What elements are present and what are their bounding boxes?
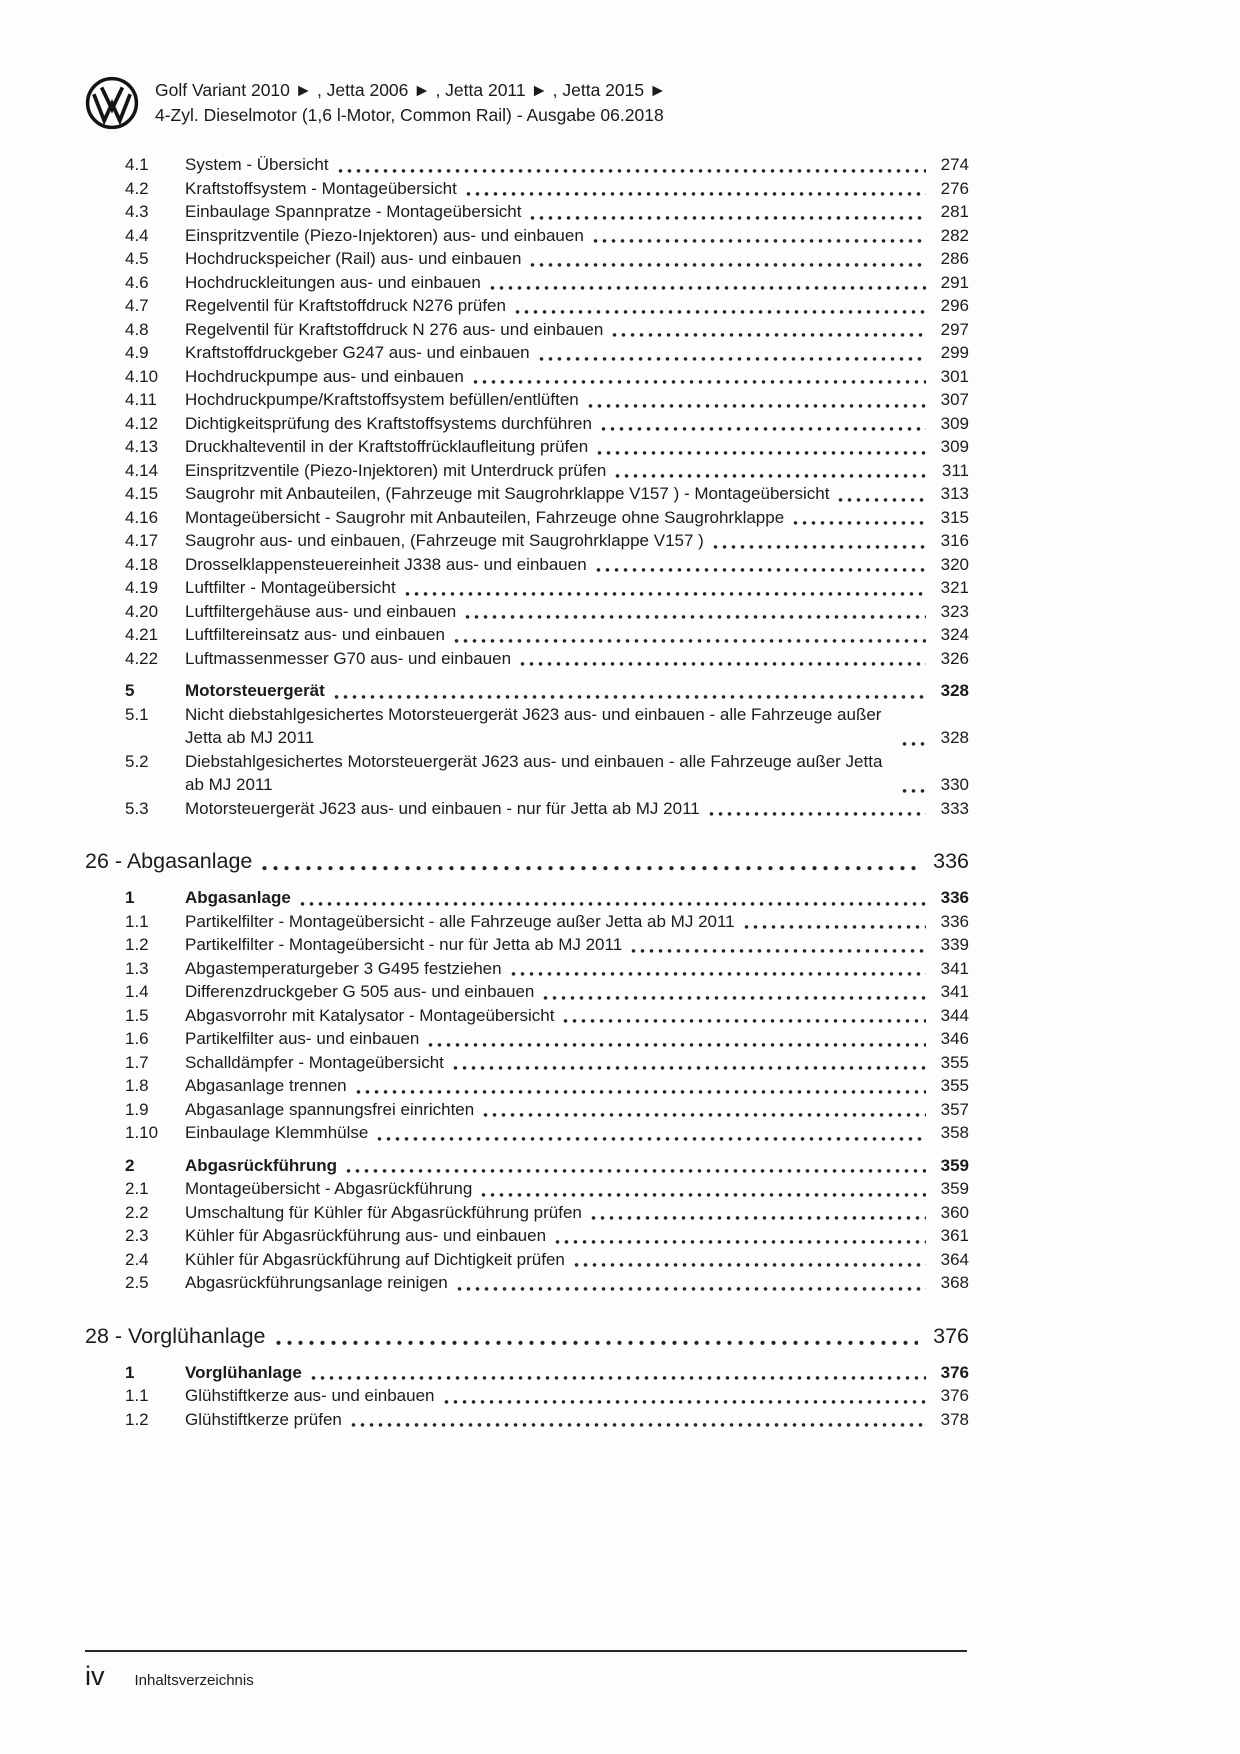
toc-entry-row[interactable] [85,1027,969,1051]
toc-entry-title[interactable]: Partikelfilter - Montageübersicht - nur für Jetta ab MJ 2011 [185,935,623,954]
toc-entry-body [185,797,969,821]
toc-entry-page: 368 [940,1273,969,1292]
toc-entry-row[interactable] [85,341,969,365]
toc-entry-number: 1 [125,1362,135,1382]
toc-chapter-row[interactable] [85,1322,969,1351]
toc-entry-page: 328 [940,728,969,747]
vw-logo-icon [85,76,139,130]
toc-entry-row[interactable] [85,1271,969,1295]
toc-entry-body [185,1098,969,1122]
toc-section-row[interactable] [85,1154,969,1178]
toc-entry-row[interactable] [85,750,969,797]
toc-entry-title[interactable]: Kraftstoffsystem - Montageübersicht [185,178,457,198]
dot-leader [336,159,926,176]
toc-entry-number: 4.2 [125,178,149,198]
toc-entry-number: 4.22 [125,648,159,668]
toc-entry-title[interactable]: Saugrohr aus- und einbauen, (Fahrzeuge mit Saugrohrklappe V157 ) [185,531,704,550]
toc-entry-title[interactable]: Abgastemperaturgeber 3 G495 festziehen [185,958,502,978]
dot-leader [332,685,926,702]
toc-entry-number: 4.8 [125,319,149,339]
toc-entry-body [185,1248,969,1272]
toc-entry-body [185,365,969,389]
toc-entry-page: 323 [940,601,969,621]
toc-entry-body [185,1121,969,1145]
toc-entry-title[interactable]: Montageübersicht - Saugrohr mit Anbauteilen, Fahrzeuge ohne Saugrohrklappe [185,507,785,527]
toc-entry-row[interactable] [85,435,969,459]
toc-entry-body [85,847,969,876]
toc-entry-body [185,271,969,295]
dot-leader [455,1277,926,1294]
dot-leader [900,779,926,796]
dot-leader [471,370,926,387]
toc-section-row[interactable] [85,679,969,703]
dot-leader [426,1033,926,1050]
toc-entry-body [185,388,969,412]
toc-entry-body [185,1074,969,1098]
toc-entry-page: 274 [940,155,969,174]
toc-entry-number: 1.1 [125,911,149,931]
dot-leader [509,962,926,979]
dot-leader [488,276,926,293]
dot-leader [403,582,926,599]
toc-entry-number: 5.3 [125,798,149,818]
toc-entry-number: 4.18 [125,554,159,574]
toc-entry-title[interactable]: Drosselklappensteuereinheit J338 aus- und einbauen [185,554,587,574]
toc-entry-page: 360 [940,1202,969,1222]
toc-entry-title[interactable]: Hochdruckspeicher (Rail) aus- und einbauen [185,249,522,268]
toc-entry-row[interactable] [85,553,969,577]
dot-leader [610,323,926,340]
toc-entry-page: 328 [940,681,969,700]
toc-entry-row[interactable] [85,365,969,389]
toc-entry-number: 4.21 [125,625,159,644]
toc-entry-number: 5.1 [125,704,149,724]
table-of-contents [85,153,969,1431]
toc-entry-row[interactable] [85,910,969,934]
toc-entry-body [185,1271,969,1295]
toc-entry-page: 326 [940,648,969,668]
toc-entry-number: 4.3 [125,202,149,221]
dot-leader [452,629,926,646]
dot-leader [513,300,926,317]
toc-entry-page: 321 [940,578,969,597]
toc-entry-row[interactable] [85,1098,969,1122]
toc-entry-page: 358 [940,1123,969,1142]
toc-entry-body [185,200,969,224]
toc-entry-body [185,294,969,318]
toc-entry-body [185,886,969,910]
toc-entry-title[interactable]: Einbaulage Spannpratze - Montageübersicht [185,202,522,221]
dot-leader [464,182,926,199]
toc-entry-body [185,1027,969,1051]
dot-leader [344,1159,926,1176]
dot-leader [537,347,926,364]
toc-entry-body [185,1408,969,1432]
dot-leader [595,441,926,458]
toc-entry-title[interactable]: Abgasvorrohr mit Katalysator - Montageübersicht [185,1005,555,1025]
toc-entry-page: 309 [940,437,969,456]
toc-entry-number: 1.2 [125,1409,149,1429]
toc-entry-row[interactable] [85,412,969,436]
toc-entry-row[interactable] [85,1051,969,1075]
toc-entry-number: 4.12 [125,413,159,433]
toc-entry-title[interactable]: Abgasanlage [185,888,291,907]
toc-entry-page: 307 [940,390,969,409]
toc-entry-page: 341 [940,982,969,1001]
toc-entry-number: 4.7 [125,296,149,315]
toc-entry-page: 281 [940,202,969,221]
toc-entry-title[interactable]: Regelventil für Kraftstoffdruck N 276 aus- und einbauen [185,319,604,339]
toc-entry-title[interactable]: Partikelfilter - Montageübersicht - alle Fahrzeuge außer Jetta ab MJ 2011 [185,911,735,931]
toc-entry-title[interactable]: 28 - Vorglühanlage [85,1323,266,1348]
toc-entry-page: 355 [940,1052,969,1072]
toc-entry-number: 1 [125,888,135,907]
dot-leader [589,1206,926,1223]
toc-entry-body [185,412,969,436]
toc-entry-title[interactable]: Einspritzventile (Piezo-Injektoren) mit Unterdruck prüfen [185,460,607,480]
dot-leader [613,464,926,481]
toc-entry-row[interactable] [85,1201,969,1225]
toc-entry-row[interactable] [85,600,969,624]
toc-entry-number: 1.5 [125,1005,149,1025]
toc-entry-number: 1.9 [125,1099,149,1119]
toc-entry-title[interactable]: Saugrohr mit Anbauteilen, (Fahrzeuge mit Saugrohrklappe V157 ) - Montageübersicht [185,484,830,503]
toc-entry-title[interactable]: Schalldämpfer - Montageübersicht [185,1052,444,1072]
toc-entry-row[interactable] [85,318,969,342]
toc-entry-row[interactable] [85,294,969,318]
toc-entry-row[interactable] [85,247,969,271]
dot-leader [479,1183,926,1200]
toc-entry-page: 357 [940,1099,969,1119]
toc-entry-body [185,1201,969,1225]
toc-entry-body [85,1322,969,1351]
dot-leader [553,1230,926,1247]
toc-entry-title[interactable]: Diebstahlgesichertes Motorsteuergerät J623 aus- und einbauen - alle Fahrzeuge außer Jetta ab MJ 2011 [185,751,883,794]
toc-entry-number: 2.4 [125,1249,149,1269]
toc-entry-number: 1.8 [125,1076,149,1095]
toc-entry-title[interactable]: Dichtigkeitsprüfung des Kraftstoffsystems durchführen [185,413,592,433]
toc-entry-row[interactable] [85,703,969,750]
dot-leader [591,229,926,246]
toc-entry-row[interactable] [85,1384,969,1408]
toc-entry-body [185,1154,969,1178]
header-model-line: Golf Variant 2010 ► , Jetta 2006 ► , Jetta 2011 ► , Jetta 2015 ► [155,80,667,100]
toc-entry-number: 4.16 [125,507,159,527]
toc-entry-body [185,600,969,624]
toc-entry-title[interactable]: Einbaulage Klemmhülse [185,1123,369,1142]
dot-leader [354,1080,926,1097]
dot-leader [561,1009,926,1026]
dot-leader [900,732,926,749]
toc-entry-row[interactable] [85,200,969,224]
toc-entry-body [185,1224,969,1248]
toc-entry-page: 359 [940,1179,969,1198]
toc-entry-body [185,529,969,553]
toc-entry-title[interactable]: Motorsteuergerät J623 aus- und einbauen - nur für Jetta ab MJ 2011 [185,798,700,818]
toc-entry-number: 4.20 [125,601,159,621]
dot-leader [836,488,926,505]
toc-entry-page: 282 [940,225,969,245]
toc-entry-row[interactable] [85,482,969,506]
toc-entry-page: 320 [940,554,969,574]
toc-entry-row[interactable] [85,623,969,647]
dot-leader [586,394,926,411]
toc-entry-page: 355 [940,1076,969,1095]
toc-entry-page: 336 [940,911,969,931]
toc-entry-number: 4.9 [125,343,149,362]
toc-entry-number: 2 [125,1155,135,1175]
toc-entry-row[interactable] [85,153,969,177]
dot-leader [298,892,926,909]
toc-entry-number: 5.2 [125,751,149,771]
toc-entry-body [185,1177,969,1201]
toc-entry-number: 2.2 [125,1202,149,1222]
toc-entry-page: 341 [940,958,969,978]
page-number-roman: iv [85,1661,105,1691]
toc-entry-body [185,1384,969,1408]
toc-entry-row[interactable] [85,1177,969,1201]
toc-entry-page: 361 [940,1226,969,1245]
toc-entry-page: 336 [933,849,969,873]
dot-leader [791,511,926,528]
toc-entry-row[interactable] [85,1408,969,1432]
toc-entry-page: 299 [940,343,969,362]
dot-leader [451,1056,926,1073]
toc-entry-title[interactable]: Differenzdruckgeber G 505 aus- und einbauen [185,982,535,1001]
toc-entry-page: 344 [940,1005,969,1025]
dot-leader [594,558,926,575]
toc-entry-number: 4.1 [125,155,149,174]
toc-entry-title[interactable]: Luftmassenmesser G70 aus- und einbauen [185,648,512,668]
toc-entry-title[interactable]: Kraftstoffdruckgeber G247 aus- und einbauen [185,343,530,362]
toc-entry-number: 1.2 [125,935,149,954]
toc-entry-page: 315 [940,507,969,527]
toc-entry-body [185,318,969,342]
dot-leader [349,1413,926,1430]
toc-entry-row[interactable] [85,388,969,412]
toc-entry-number: 4.11 [125,390,157,409]
dot-leader [742,915,926,932]
dot-leader [528,253,926,270]
toc-chapter-row[interactable] [85,847,969,876]
toc-section-row[interactable] [85,1361,969,1385]
toc-entry-row[interactable] [85,1224,969,1248]
toc-entry-body [185,703,969,750]
toc-entry-page: 376 [940,1362,969,1382]
toc-entry-page: 346 [940,1029,969,1048]
toc-entry-row[interactable] [85,506,969,530]
toc-entry-title[interactable]: Luftfiltergehäuse aus- und einbauen [185,601,457,621]
toc-entry-page: 333 [940,798,969,818]
toc-entry-page: 301 [940,366,969,386]
toc-entry-page: 276 [940,178,969,198]
toc-entry-row[interactable] [85,271,969,295]
toc-entry-number: 2.3 [125,1226,149,1245]
toc-entry-row[interactable] [85,647,969,671]
toc-entry-row[interactable] [85,933,969,957]
toc-entry-title[interactable]: Hochdruckpumpe aus- und einbauen [185,366,464,386]
toc-entry-page: 359 [940,1155,969,1175]
toc-entry-row[interactable] [85,224,969,248]
toc-entry-number: 4.4 [125,225,149,245]
toc-entry-page: 316 [940,531,969,550]
toc-entry-body [185,1004,969,1028]
toc-entry-body [185,623,969,647]
toc-entry-number: 4.14 [125,460,159,480]
toc-entry-body [185,910,969,934]
toc-entry-body [185,153,969,177]
toc-entry-number: 4.13 [125,437,159,456]
toc-entry-page: 309 [940,413,969,433]
toc-entry-page: 297 [940,319,969,339]
toc-entry-body [185,459,969,483]
toc-entry-title[interactable]: Partikelfilter aus- und einbauen [185,1029,420,1048]
dot-leader [463,605,926,622]
toc-entry-body [185,933,969,957]
toc-entry-row[interactable] [85,957,969,981]
toc-entry-body [185,482,969,506]
toc-entry-body [185,435,969,459]
toc-entry-page: 376 [940,1386,969,1405]
toc-entry-row[interactable] [85,529,969,553]
toc-entry-title[interactable]: Glühstiftkerze prüfen [185,1409,342,1429]
toc-entry-title[interactable]: Umschaltung für Kühler für Abgasrückführung prüfen [185,1202,582,1222]
header-edition-line: 4-Zyl. Dieselmotor (1,6 l-Motor, Common Rail) - Ausgabe 06.2018 [155,105,664,125]
toc-entry-body [185,1051,969,1075]
toc-entry-body [185,553,969,577]
toc-entry-title[interactable]: Abgasrückführung [185,1155,338,1175]
toc-entry-row[interactable] [85,1121,969,1145]
toc-entry-body [185,247,969,271]
dot-leader [442,1390,927,1407]
toc-entry-number: 4.6 [125,272,149,292]
toc-entry-title[interactable]: Glühstiftkerze aus- und einbauen [185,1386,435,1405]
toc-entry-title[interactable]: Druckhalteventil in der Kraftstoffrücklaufleitung prüfen [185,437,589,456]
document-header [85,76,970,130]
dot-leader [375,1127,926,1144]
toc-entry-body [185,576,969,600]
toc-entry-body [185,224,969,248]
dot-leader [273,1327,918,1349]
page-footer [85,1650,967,1691]
toc-entry-number: 4.19 [125,578,159,597]
toc-entry-row[interactable] [85,1248,969,1272]
dot-leader [629,939,926,956]
toc-section-row[interactable] [85,886,969,910]
toc-entry-page: 311 [941,460,969,480]
header-text-block [155,78,970,128]
toc-entry-page: 336 [940,888,969,907]
toc-entry-title[interactable]: Kühler für Abgasrückführung auf Dichtigkeit prüfen [185,1249,565,1269]
dot-leader [518,652,926,669]
toc-entry-row[interactable] [85,1004,969,1028]
toc-entry-title[interactable]: Nicht diebstahlgesichertes Motorsteuergerät J623 aus- und einbauen - alle Fahrzeuge außer Jetta ab MJ 2011 [185,704,882,747]
dot-leader [259,853,918,875]
dot-leader [572,1253,926,1270]
toc-entry-number: 1.7 [125,1052,149,1072]
toc-entry-page: 364 [940,1249,969,1269]
dot-leader [707,802,926,819]
dot-leader [309,1366,926,1383]
toc-entry-body [185,679,969,703]
toc-entry-page: 291 [940,272,969,292]
toc-entry-row[interactable] [85,980,969,1004]
toc-entry-page: 376 [933,1323,969,1348]
toc-entry-title[interactable]: Luftfilter - Montageübersicht [185,578,396,597]
dot-leader [528,206,926,223]
toc-entry-number: 1.10 [125,1123,159,1142]
footer-section-label: Inhaltsverzeichnis [134,1672,254,1689]
toc-entry-title[interactable]: Regelventil für Kraftstoffdruck N276 prüfen [185,296,506,315]
toc-entry-number: 5 [125,681,135,700]
toc-entry-row[interactable] [85,797,969,821]
toc-entry-body [185,1361,969,1385]
toc-entry-body [185,980,969,1004]
toc-entry-row[interactable] [85,1074,969,1098]
toc-entry-body [185,957,969,981]
toc-entry-title[interactable]: Abgasrückführungsanlage reinigen [185,1273,448,1292]
toc-entry-number: 1.4 [125,982,149,1001]
toc-entry-title[interactable]: Hochdruckpumpe/Kraftstoffsystem befüllen/entlüften [185,390,579,409]
toc-entry-title[interactable]: Hochdruckleitungen aus- und einbauen [185,272,481,292]
toc-entry-title[interactable]: Motorsteuergerät [185,681,325,700]
dot-leader [711,535,926,552]
toc-entry-body [185,177,969,201]
toc-entry-title[interactable]: System - Übersicht [185,155,329,174]
dot-leader [481,1103,926,1120]
dot-leader [599,417,926,434]
toc-entry-page: 296 [940,296,969,315]
toc-entry-row[interactable] [85,459,969,483]
toc-entry-number: 4.15 [125,484,159,503]
toc-entry-number: 4.10 [125,366,159,386]
toc-entry-title[interactable]: Montageübersicht - Abgasrückführung [185,1179,473,1198]
toc-entry-number: 4.17 [125,531,159,550]
toc-entry-body [185,506,969,530]
toc-entry-page: 324 [940,625,969,644]
toc-entry-number: 1.1 [125,1386,149,1405]
toc-entry-number: 1.6 [125,1029,149,1048]
toc-entry-title[interactable]: Kühler für Abgasrückführung aus- und einbauen [185,1226,547,1245]
toc-entry-title[interactable]: 26 - Abgasanlage [85,849,253,873]
toc-entry-number: 1.3 [125,958,149,978]
toc-entry-title[interactable]: Abgasanlage spannungsfrei einrichten [185,1099,475,1119]
toc-entry-page: 286 [940,249,969,268]
dot-leader [541,986,926,1003]
toc-entry-row[interactable] [85,576,969,600]
toc-entry-page: 313 [940,484,969,503]
toc-entry-number: 2.1 [125,1179,149,1198]
toc-entry-row[interactable] [85,177,969,201]
toc-entry-page: 378 [940,1409,969,1429]
toc-entry-number: 4.5 [125,249,149,268]
toc-entry-body [185,647,969,671]
toc-entry-body [185,341,969,365]
toc-entry-title[interactable]: Abgasanlage trennen [185,1076,347,1095]
toc-entry-title[interactable]: Luftfiltereinsatz aus- und einbauen [185,625,445,644]
toc-entry-page: 339 [940,935,969,954]
toc-entry-page: 330 [940,775,969,794]
toc-entry-number: 2.5 [125,1273,149,1292]
toc-entry-body [185,750,969,797]
toc-entry-title[interactable]: Einspritzventile (Piezo-Injektoren) aus- und einbauen [185,225,584,245]
toc-entry-title[interactable]: Vorglühanlage [185,1362,302,1382]
